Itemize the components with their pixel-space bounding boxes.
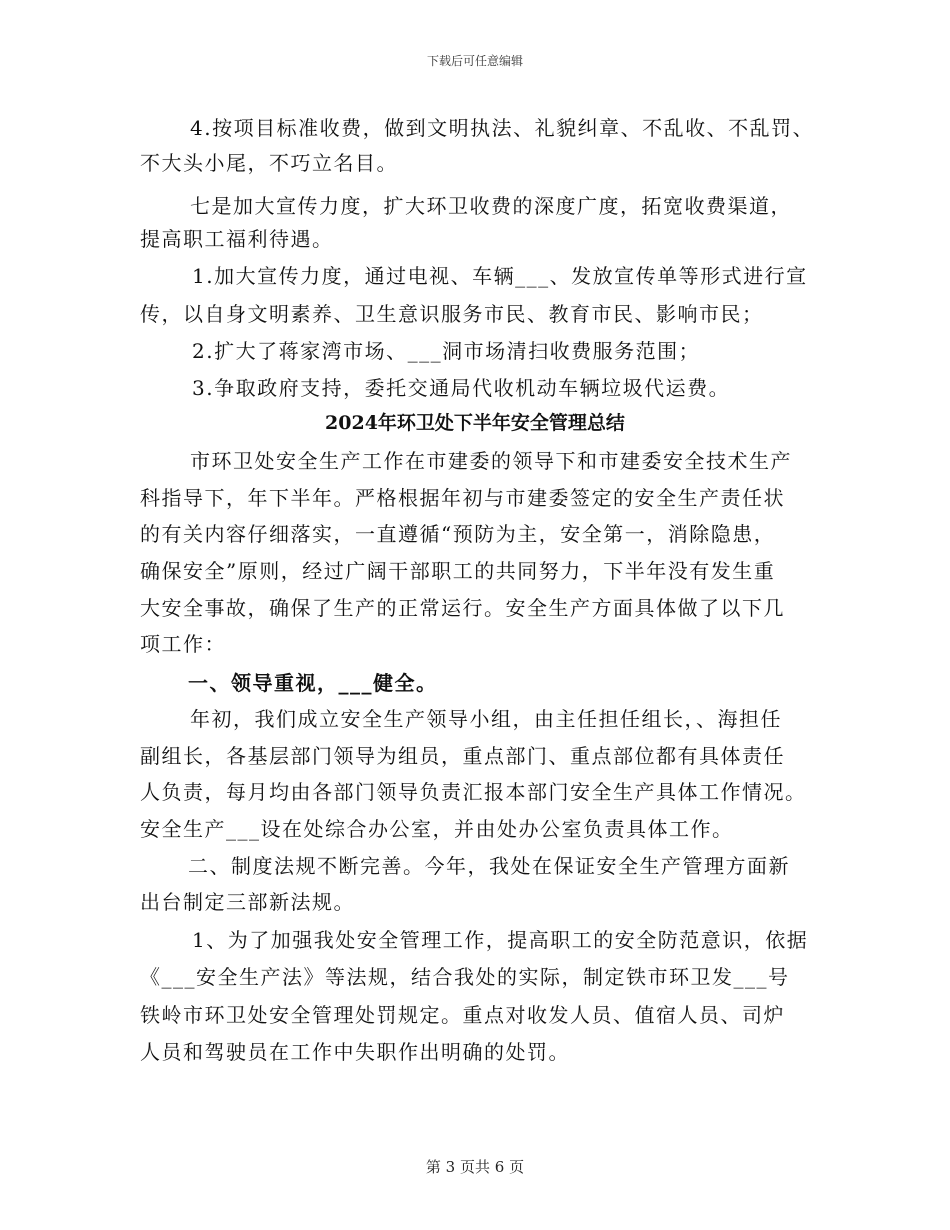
body-line: 年初，我们成立安全生产领导小组，由主任担任组长，、海担任 — [190, 707, 782, 731]
body-line: 4.按项目标准收费，做到文明执法、礼貌纠章、不乱收、不乱罚、 — [190, 116, 815, 140]
body-line: 市环卫处安全生产工作在市建委的领导下和市建委安全技术生产 — [190, 449, 792, 473]
body-line: 3.争取政府支持，委托交通局代收机动车辆垃圾代运费。 — [192, 376, 731, 400]
body-line: 提高职工福利待遇。 — [140, 227, 334, 251]
body-line: 1.加大宣传力度，通过电视、车辆___、发放宣传单等形式进行宣 — [192, 264, 808, 288]
body-line: 出台制定三部新法规。 — [140, 890, 355, 914]
body-line: 1、为了加强我处安全管理工作，提高职工的安全防范意识，依据 — [192, 928, 809, 952]
subsection-heading: 一、领导重视，___健全。 — [188, 671, 438, 695]
body-line: 大安全事故，确保了生产的正常运行。安全生产方面具体做了以下几 — [140, 596, 785, 620]
body-line: 人员和驾驶员在工作中失职作出明确的处罚。 — [140, 1040, 570, 1064]
page-header-note: 下载后可任意编辑 — [426, 54, 523, 68]
body-line: 传，以自身文明素养、卫生意识服务市民、教育市民、影响市民； — [140, 302, 764, 326]
body-line: 《___安全生产法》等法规，结合我处的实际，制定铁市环卫发___号 — [140, 965, 790, 989]
body-line: 的有关内容仔细落实，一直遵循“预防为主，安全第一，消除隐患， — [140, 522, 776, 546]
body-line: 人负责，每月均由各部门领导负责汇报本部门安全生产具体工作情况。 — [140, 780, 807, 804]
page-number: 第 3 页共 6 页 — [425, 1158, 525, 1176]
body-line: 副组长，各基层部门领导为组员，重点部门、重点部位都有具体责任 — [140, 744, 785, 768]
body-line: 项工作： — [140, 632, 226, 656]
body-line: 七是加大宣传力度，扩大环卫收费的深度广度，拓宽收费渠道， — [190, 194, 792, 218]
body-line: 科指导下，年下半年。严格根据年初与市建委签定的安全生产责任状 — [140, 486, 785, 510]
body-line: 安全生产___设在处综合办公室，并由处办公室负责具体工作。 — [140, 817, 734, 841]
body-line: 二、制度法规不断完善。今年，我处在保证安全生产管理方面新 — [188, 854, 790, 878]
body-line: 铁岭市环卫处安全管理处罚规定。重点对收发人员、值宿人员、司炉 — [140, 1003, 785, 1027]
section-title: 2024年环卫处下半年安全管理总结 — [325, 412, 625, 434]
body-line: 不大头小尾，不巧立名目。 — [140, 151, 398, 175]
body-line: 确保安全”原则，经过广阔干部职工的共同努力，下半年没有发生重 — [140, 559, 776, 583]
body-line: 2.扩大了蒋家湾市场、___洞市场清扫收费服务范围； — [192, 339, 701, 363]
